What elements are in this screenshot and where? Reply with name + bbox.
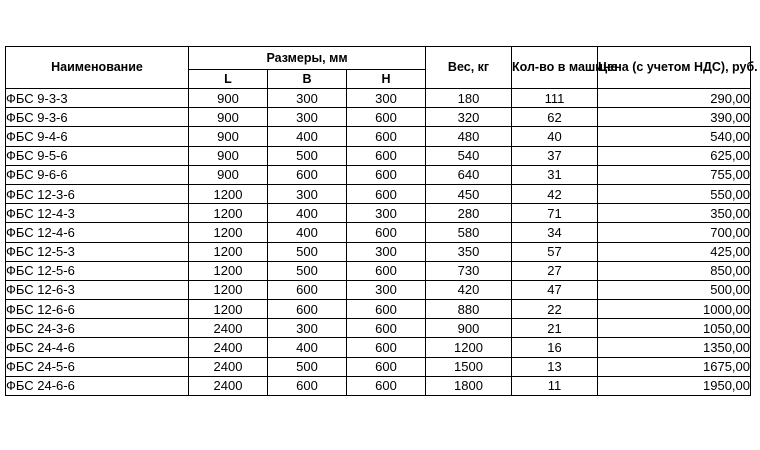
cell-width: 500 [268,242,347,261]
cell-width: 500 [268,357,347,376]
cell-name: ФБС 9-3-3 [6,89,189,108]
table-row [6,376,751,395]
cell-price: 1950,00 [598,376,751,395]
cell-name: ФБС 9-6-6 [6,165,189,184]
header-weight: Вес, кг [426,47,512,89]
cell-length: 2400 [189,376,268,395]
cell-weight: 880 [426,300,512,319]
cell-height: 300 [347,242,426,261]
price-table [5,46,758,396]
cell-name: ФБС 12-4-3 [6,204,189,223]
cell-qty: 47 [512,280,598,299]
cell-length: 1200 [189,261,268,280]
cell-price: 625,00 [598,146,751,165]
cell-weight: 350 [426,242,512,261]
table-header [6,47,758,89]
cell-height: 600 [347,184,426,203]
table-row [6,300,751,319]
table-row [6,357,751,376]
cell-length: 900 [189,89,268,108]
cell-width: 400 [268,223,347,242]
table-row [6,108,751,127]
cell-qty: 13 [512,357,598,376]
cell-height: 600 [347,223,426,242]
header-sizes: Размеры, мм [189,47,426,70]
header-qty: Кол-во в машине [512,47,598,89]
cell-price: 700,00 [598,223,751,242]
cell-width: 600 [268,300,347,319]
table-row [6,165,751,184]
cell-price: 540,00 [598,127,751,146]
cell-name: ФБС 12-6-3 [6,280,189,299]
table-row [6,223,751,242]
cell-height: 600 [347,376,426,395]
cell-height: 600 [347,338,426,357]
cell-weight: 900 [426,319,512,338]
cell-width: 500 [268,261,347,280]
cell-weight: 640 [426,165,512,184]
cell-height: 600 [347,108,426,127]
cell-qty: 21 [512,319,598,338]
cell-height: 300 [347,204,426,223]
cell-qty: 57 [512,242,598,261]
cell-weight: 180 [426,89,512,108]
cell-price: 390,00 [598,108,751,127]
cell-height: 300 [347,280,426,299]
cell-weight: 320 [426,108,512,127]
cell-name: ФБС 12-4-6 [6,223,189,242]
cell-name: ФБС 12-5-6 [6,261,189,280]
cell-name: ФБС 24-6-6 [6,376,189,395]
cell-length: 1200 [189,242,268,261]
header-name: Наименование [6,47,189,89]
cell-name: ФБС 9-4-6 [6,127,189,146]
cell-width: 300 [268,184,347,203]
cell-width: 300 [268,108,347,127]
cell-width: 500 [268,146,347,165]
table-row [6,89,751,108]
cell-price: 1000,00 [598,300,751,319]
cell-name: ФБС 24-5-6 [6,357,189,376]
cell-name: ФБС 12-6-6 [6,300,189,319]
cell-weight: 420 [426,280,512,299]
cell-price: 290,00 [598,89,751,108]
table-body [6,89,751,396]
cell-price: 350,00 [598,204,751,223]
cell-price: 1350,00 [598,338,751,357]
cell-length: 1200 [189,280,268,299]
cell-length: 900 [189,146,268,165]
cell-length: 2400 [189,338,268,357]
cell-height: 600 [347,127,426,146]
cell-length: 2400 [189,319,268,338]
header-height: H [347,70,426,89]
cell-height: 600 [347,319,426,338]
cell-qty: 22 [512,300,598,319]
cell-price: 425,00 [598,242,751,261]
cell-price: 755,00 [598,165,751,184]
cell-qty: 40 [512,127,598,146]
cell-length: 1200 [189,223,268,242]
table-row [6,146,751,165]
cell-qty: 34 [512,223,598,242]
table-row [6,338,751,357]
cell-name: ФБС 9-3-6 [6,108,189,127]
table-row [6,204,751,223]
cell-weight: 280 [426,204,512,223]
table-row [6,242,751,261]
cell-weight: 1200 [426,338,512,357]
cell-width: 300 [268,89,347,108]
table-row [6,261,751,280]
cell-weight: 1500 [426,357,512,376]
cell-qty: 27 [512,261,598,280]
cell-qty: 71 [512,204,598,223]
header-width: B [268,70,347,89]
cell-qty: 11 [512,376,598,395]
cell-weight: 1800 [426,376,512,395]
cell-length: 1200 [189,184,268,203]
cell-width: 400 [268,338,347,357]
cell-weight: 580 [426,223,512,242]
cell-name: ФБС 24-3-6 [6,319,189,338]
cell-name: ФБС 12-5-3 [6,242,189,261]
cell-length: 900 [189,127,268,146]
cell-height: 600 [347,300,426,319]
cell-height: 600 [347,357,426,376]
cell-name: ФБС 24-4-6 [6,338,189,357]
cell-width: 600 [268,165,347,184]
cell-weight: 730 [426,261,512,280]
cell-length: 900 [189,108,268,127]
cell-length: 1200 [189,300,268,319]
cell-price: 1675,00 [598,357,751,376]
cell-height: 600 [347,165,426,184]
cell-qty: 62 [512,108,598,127]
cell-height: 300 [347,89,426,108]
cell-price: 500,00 [598,280,751,299]
cell-width: 300 [268,319,347,338]
cell-length: 1200 [189,204,268,223]
table-row [6,184,751,203]
table-row [6,319,751,338]
cell-qty: 37 [512,146,598,165]
cell-price: 1050,00 [598,319,751,338]
cell-price: 550,00 [598,184,751,203]
table-row [6,127,751,146]
cell-weight: 450 [426,184,512,203]
cell-qty: 16 [512,338,598,357]
header-row [6,47,751,70]
cell-width: 400 [268,204,347,223]
cell-qty: 42 [512,184,598,203]
cell-length: 900 [189,165,268,184]
header-price: Цена (с учетом НДС), руб. [598,47,751,89]
cell-price: 850,00 [598,261,751,280]
cell-width: 600 [268,376,347,395]
table-row [6,280,751,299]
cell-qty: 31 [512,165,598,184]
cell-qty: 111 [512,89,598,108]
cell-height: 600 [347,146,426,165]
cell-weight: 540 [426,146,512,165]
cell-length: 2400 [189,357,268,376]
cell-name: ФБС 12-3-6 [6,184,189,203]
header-length: L [189,70,268,89]
cell-width: 400 [268,127,347,146]
cell-weight: 480 [426,127,512,146]
cell-height: 600 [347,261,426,280]
cell-name: ФБС 9-5-6 [6,146,189,165]
cell-width: 600 [268,280,347,299]
